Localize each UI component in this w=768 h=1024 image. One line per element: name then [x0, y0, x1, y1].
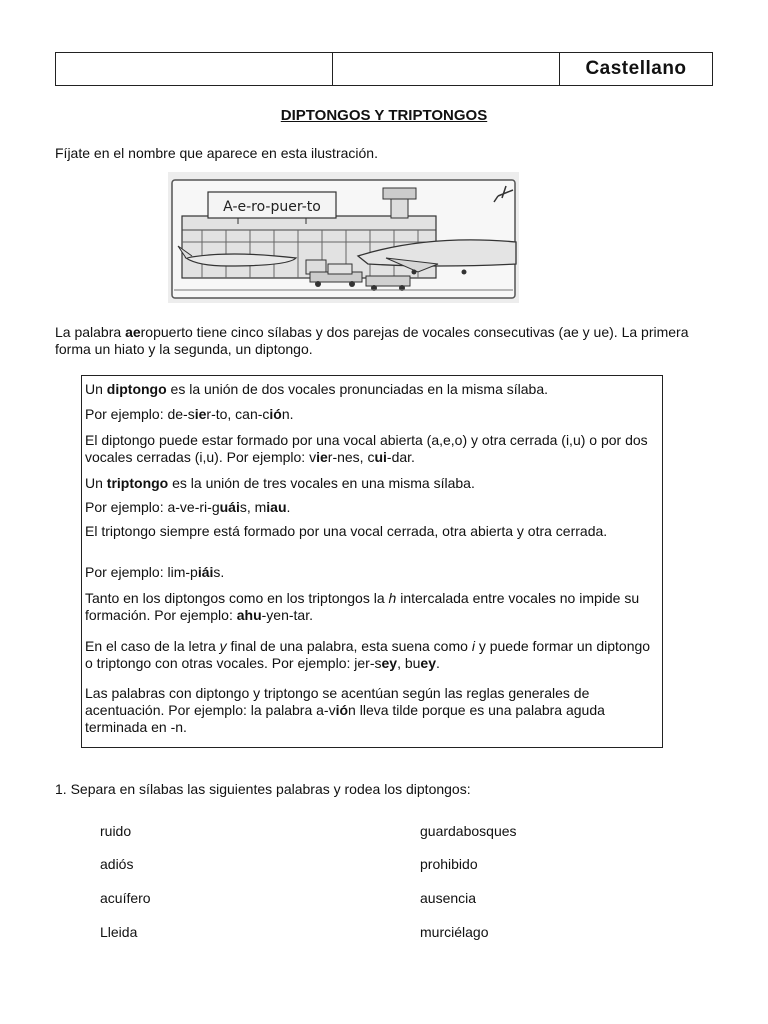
- word-prohibido: prohibido: [420, 856, 478, 872]
- aeropuerto-paragraph: [55, 324, 715, 358]
- box-line-accent-rule: Las palabras con diptongo y triptongo se acentúan según las reglas generales de acentuación. Por ejemplo: la palabra a-vión lleva tilde porque es una palabra aguda terminada en -n.: [85, 685, 605, 735]
- word-ausencia: ausencia: [420, 890, 477, 906]
- header-cell-date: [333, 53, 560, 85]
- word-guardabosques: guardabosques: [420, 823, 517, 839]
- header-cell-name: [56, 53, 333, 85]
- box-line-diptongo-rule: El diptongo puede estar formado por una vocal abierta (a,e,o) y otra cerrada (i,u) o por dos vocales cerradas (i,u). Por ejemplo: vier-nes, cui-dar.: [85, 432, 648, 465]
- airport-sign-text: A-e-ro-puer-to: [223, 199, 321, 215]
- header-subject: Castellano: [585, 58, 687, 79]
- box-line-y-rule: En el caso de la letra y final de una palabra, esta suena como i y puede formar un diptongo o triptongo con otras vocales. Por ejemplo: jer-sey, buey.: [85, 638, 651, 671]
- box-line-diptongo-def: Un diptongo es la unión de dos vocales pronunciadas en la misma sílaba.: [85, 381, 549, 397]
- definition-box: [81, 375, 663, 748]
- box-line-triptongo-example: Por ejemplo: a-ve-ri-guáis, miau.: [85, 499, 291, 515]
- word-murcielago: murciélago: [420, 924, 489, 940]
- box-line-triptongo-rule: El triptongo siempre está formado por una vocal cerrada, otra abierta y otra cerrada.: [85, 523, 608, 539]
- word-lleida: Lleida: [100, 924, 138, 940]
- word-acuifero: acuífero: [100, 890, 151, 906]
- box-line-triptongo-example-2: Por ejemplo: lim-piáis.: [85, 564, 225, 580]
- paragraph-bold: ae: [125, 324, 141, 340]
- intro-text: Fíjate en el nombre que aparece en esta ilustración.: [55, 145, 378, 161]
- paragraph-text: La palabra: [55, 324, 126, 340]
- page-title: DIPTONGOS Y TRIPTONGOS: [280, 107, 488, 124]
- box-line-diptongo-example: Por ejemplo: de-sier-to, can-ción.: [85, 406, 294, 422]
- word-adios: adiós: [100, 856, 134, 872]
- box-line-h-rule: Tanto en los diptongos como en los triptongos la h intercalada entre vocales no impide su formación. Por ejemplo: ahu-yen-tar.: [85, 590, 640, 623]
- word-ruido: ruido: [100, 823, 132, 839]
- box-line-triptongo-def: Un triptongo es la unión de tres vocales en una misma sílaba.: [85, 475, 475, 491]
- exercise-instruction: 1. Separa en sílabas las siguientes palabras y rodea los diptongos:: [55, 781, 471, 797]
- airport-illustration: [168, 172, 519, 303]
- paragraph-text: ropuerto tiene cinco sílabas y dos parejas de vocales consecutivas (ae y ue). La primera forma un hiato y la segunda, un diptongo.: [55, 324, 689, 357]
- header-table: [55, 52, 713, 86]
